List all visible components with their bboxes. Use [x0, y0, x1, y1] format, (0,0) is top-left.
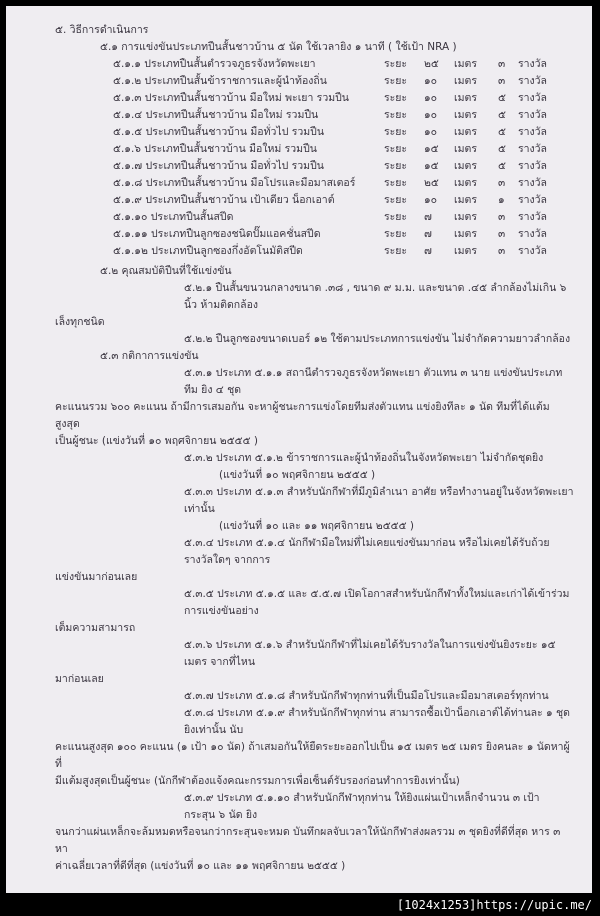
item-range: ระยะ — [384, 126, 408, 138]
competition-item-label: ๕.๑.๑๒ ประเภทปืนลูกซองกึ่งอัตโนมัติสปีด — [113, 245, 303, 257]
competition-item-label: ๕.๑.๒ ประเภทปืนสั้นข้าราชการและผู้นำท้องถิ่น — [113, 75, 327, 87]
paragraph-line: (แข่งวันที่ ๑๐ พฤศจิกายน ๒๕๕๕ ) — [219, 469, 376, 481]
item-prize: รางวัล — [518, 109, 547, 121]
competition-item-label: ๕.๑.๑ ประเภทปืนสั้นตำรวจภูธรจังหวัดพะเยา — [113, 58, 316, 70]
item-range: ระยะ — [384, 177, 408, 189]
competition-item-range — [384, 141, 574, 158]
paragraph-line: มีแต้มสูงสุดเป็นผู้ชนะ (นักกีฬาต้องแจ้งคณะกรรมการเพื่อเซ็นต์รับรองก่อนทำการยิงเท่านั้น) — [55, 775, 460, 787]
item-range: ระยะ — [384, 228, 408, 240]
paragraph-line: มาก่อนเลย — [55, 673, 104, 685]
item-unit: เมตร — [454, 58, 477, 70]
paragraph-line: ๕.๓.๑ ประเภท ๕.๑.๑ สถานีตำรวจภูธรจังหวัดพะเยา ตัวแทน ๓ นาย แข่งขันประเภททีม ยิง ๔ ชุด — [184, 367, 563, 396]
item-count: ๓ — [498, 211, 506, 223]
competition-item — [55, 107, 574, 124]
item-range: ระยะ — [384, 58, 408, 70]
competition-item — [55, 175, 574, 192]
competition-item — [55, 209, 574, 226]
item-distance: ๑๕ — [424, 143, 439, 155]
item-range: ระยะ — [384, 160, 408, 172]
paragraph-line: ๕.๒.๑ ปืนสั้นขนวนกลางขนาด .๓๘ , ขนาด ๙ ม.ม. และขนาด .๔๕ ลำกล้องไม่เกิน ๖ นิ้ว ห้ามติดกล้อง — [184, 282, 567, 311]
item-unit: เมตร — [454, 177, 477, 189]
paragraph-line: ๕.๒.๒ ปืนลูกซองขนาดเบอร์ ๑๒ ใช้ตามประเภทการแข่งขัน ไม่จำกัดความยาวลำกล้อง — [184, 333, 571, 345]
item-prize: รางวัล — [518, 143, 547, 155]
item-unit: เมตร — [454, 109, 477, 121]
item-unit: เมตร — [454, 245, 477, 257]
item-prize: รางวัล — [518, 92, 547, 104]
competition-item-range — [384, 226, 574, 243]
competition-item — [55, 73, 574, 90]
competition-item-range — [384, 124, 574, 141]
item-distance: ๑๐ — [424, 194, 438, 206]
item-distance: ๑๐ — [424, 109, 438, 121]
competition-item — [55, 243, 574, 260]
competition-item-range — [384, 73, 574, 90]
competition-item — [55, 192, 574, 209]
paragraph-line: ๕.๓.๙ ประเภท ๕.๑.๑๐ สำหรับนักกีฬาทุกท่าน ให้ยิงแผ่นเป้าเหล็กจำนวน ๓ เป้า กระสุน ๖ นัด ยิง — [184, 792, 540, 821]
item-range: ระยะ — [384, 109, 408, 121]
competition-item-label: ๕.๑.๖ ประเภทปืนสั้นชาวบ้าน มือใหม่ รวมปืน — [113, 143, 317, 155]
item-count: ๓ — [498, 177, 506, 189]
watermark: [1024x1253]https://upic.me/ — [396, 897, 592, 912]
item-prize: รางวัล — [518, 160, 547, 172]
competition-item-label: ๕.๑.๑๐ ประเภทปืนสั้นสปีด — [113, 211, 234, 223]
item-prize: รางวัล — [518, 58, 547, 70]
item-unit: เมตร — [454, 160, 477, 172]
item-count: ๓ — [498, 245, 506, 257]
paragraph-line: ๕.๓.๔ ประเภท ๕.๑.๔ นักกีฬามือใหม่ที่ไม่เคยแข่งขันมาก่อน หรือไม่เคยได้รับถ้วยรางวัลใดๆ จากการ — [184, 537, 550, 566]
paragraph-line: ค่าเฉลี่ยเวลาที่ดีที่สุด (แข่งวันที่ ๑๐ และ ๑๑ พฤศจิกายน ๒๕๕๕ ) — [55, 860, 346, 872]
item-unit: เมตร — [454, 211, 477, 223]
item-range: ระยะ — [384, 194, 408, 206]
paragraph-line: จนกว่าแผ่นเหล็กจะล้มหมดหรือจนกว่ากระสุนจะหมด บันทึกผลจับเวลาให้นักกีฬาส่งผลรวม ๓ ชุดยิงที่ดีที่สุด หาร ๓ หา — [55, 826, 561, 855]
document-page — [6, 6, 592, 893]
competition-item — [55, 226, 574, 243]
item-count: ๓ — [498, 228, 506, 240]
item-prize: รางวัล — [518, 177, 547, 189]
paragraph-line: คะแนนสูงสุด ๑๐๐ คะแนน (๑ เป้า ๑๐ นัด) ถ้าเสมอกันให้ยืดระยะออกไปเป็น ๑๕ เมตร ๒๕ เมตร ยิงคนละ ๑ นัดหาผู้ที่ — [55, 741, 570, 770]
item-distance: ๑๐ — [424, 75, 438, 87]
item-distance: ๗ — [424, 245, 432, 257]
item-distance: ๑๐ — [424, 126, 438, 138]
item-unit: เมตร — [454, 75, 477, 87]
competition-item — [55, 124, 574, 141]
paragraph-line: (แข่งวันที่ ๑๐ และ ๑๑ พฤศจิกายน ๒๕๕๕ ) — [219, 520, 414, 532]
paragraph-line: ๕.๓.๘ ประเภท ๕.๑.๙ สำหรับนักกีฬาทุกท่าน สามารถซื้อเป้าน็อกเอาต์ได้ท่านละ ๑ ชุดยิงเท่านั้น นับ — [184, 707, 570, 736]
item-range: ระยะ — [384, 245, 408, 257]
item-distance: ๑๐ — [424, 92, 438, 104]
item-prize: รางวัล — [518, 75, 547, 87]
item-range: ระยะ — [384, 92, 408, 104]
section-5-2-title: ๕.๒ คุณสมบัติปืนที่ใช้แข่งขัน — [100, 265, 232, 277]
item-count: ๓ — [498, 75, 506, 87]
paragraph-line: ๕.๓.๕ ประเภท ๕.๑.๕ และ ๕.๕.๗ เปิดโอกาสสำหรับนักกีฬาทั้งใหม่และเก่าได้เข้าร่วมการแข่งขันอย่าง — [184, 588, 570, 617]
competition-item-range — [384, 107, 574, 124]
competition-item-label: ๕.๑.๘ ประเภทปืนสั้นชาวบ้าน มือโปรและมือมาสเตอร์ — [113, 177, 356, 189]
item-unit: เมตร — [454, 194, 477, 206]
competition-item-range — [384, 209, 574, 226]
paragraph-line: เต็มความสามารถ — [55, 622, 136, 634]
paragraph-line: เป็นผู้ชนะ (แข่งวันที่ ๑๐ พฤศจิกายน ๒๕๕๕ ) — [55, 435, 258, 447]
competition-item-range — [384, 243, 574, 260]
competition-item — [55, 141, 574, 158]
competition-item-label: ๕.๑.๔ ประเภทปืนสั้นชาวบ้าน มือใหม่ รวมปืน — [113, 109, 319, 121]
section-5-3-title: ๕.๓ กติกาการแข่งขัน — [100, 350, 199, 362]
paragraph-line: คะแนนรวม ๖๐๐ คะแนน ถ้ามีการเสมอกัน จะหาผู้ชนะการแข่งโดยทีมส่งตัวแทน แข่งยิงทีละ ๑ นัด ทีมที่ได้แต้มสูงสุด — [55, 401, 550, 430]
item-prize: รางวัล — [518, 126, 547, 138]
paragraph-line: ๕.๓.๒ ประเภท ๕.๑.๒ ข้าราชการและผู้นำท้องถิ่นในจังหวัดพะเยา ไม่จำกัดชุดยิง — [184, 452, 544, 464]
item-unit: เมตร — [454, 143, 477, 155]
competition-item — [55, 90, 574, 107]
competition-item-range — [384, 192, 574, 209]
competition-item-label: ๕.๑.๗ ประเภทปืนสั้นชาวบ้าน มือทั่วไป รวมปืน — [113, 160, 324, 172]
paragraph-line: ๕.๓.๖ ประเภท ๕.๑.๖ สำหรับนักกีฬาที่ไม่เคยได้รับรางวัลในการแข่งขันยิงระยะ ๑๕ เมตร จากที่ไหน — [184, 639, 556, 668]
item-count: ๑ — [498, 194, 505, 206]
competition-item-list — [55, 56, 574, 260]
item-count: ๕ — [498, 160, 506, 172]
competition-item-range — [384, 158, 574, 175]
item-prize: รางวัล — [518, 211, 547, 223]
item-unit: เมตร — [454, 228, 477, 240]
footer-bar — [6, 893, 592, 916]
item-distance: ๒๕ — [424, 177, 439, 189]
item-unit: เมตร — [454, 92, 477, 104]
item-count: ๕ — [498, 92, 506, 104]
item-distance: ๒๕ — [424, 58, 439, 70]
paragraph-line: ๕.๓.๓ ประเภท ๕.๑.๓ สำหรับนักกีฬาที่มีภูมิลำเนา อาศัย หรือทำงานอยู่ในจังหวัดพะเยา เท่านั้น — [184, 486, 574, 515]
item-prize: รางวัล — [518, 245, 547, 257]
item-prize: รางวัล — [518, 228, 547, 240]
competition-item — [55, 158, 574, 175]
item-count: ๕ — [498, 109, 506, 121]
competition-item-label: ๕.๑.๑๑ ประเภทปืนลูกซองชนิดปั๊มแอคชั่นสปีด — [113, 228, 321, 240]
item-count: ๕ — [498, 126, 506, 138]
competition-item-range — [384, 175, 574, 192]
competition-item-label: ๕.๑.๕ ประเภทปืนสั้นชาวบ้าน มือทั่วไป รวมปืน — [113, 126, 324, 138]
item-distance: ๗ — [424, 211, 432, 223]
item-count: ๕ — [498, 143, 506, 155]
competition-item-label: ๕.๑.๓ ประเภทปืนสั้นชาวบ้าน มือใหม่ พะเยา รวมปืน — [113, 92, 349, 104]
paragraph-line: เล็งทุกชนิด — [55, 316, 105, 328]
paragraph-line: แข่งขันมาก่อนเลย — [55, 571, 138, 583]
section-heading: ๕. วิธีการดำเนินการ — [55, 24, 149, 36]
section-5-1-title: ๕.๑ การแข่งขันประเภทปืนสั้นชาวบ้าน ๕ นัด ใช้เวลายิง ๑ นาที ( ใช้เป้า NRA ) — [100, 41, 457, 53]
item-range: ระยะ — [384, 75, 408, 87]
item-count: ๓ — [498, 58, 506, 70]
item-distance: ๑๕ — [424, 160, 439, 172]
item-range: ระยะ — [384, 211, 408, 223]
competition-item-range — [384, 56, 574, 73]
item-unit: เมตร — [454, 126, 477, 138]
item-prize: รางวัล — [518, 194, 547, 206]
item-range: ระยะ — [384, 143, 408, 155]
competition-item — [55, 56, 574, 73]
competition-item-label: ๕.๑.๙ ประเภทปืนสั้นชาวบ้าน เป้าเดียว น็อกเอาต์ — [113, 194, 335, 206]
competition-item-range — [384, 90, 574, 107]
paragraph-line: ๕.๓.๗ ประเภท ๕.๑.๘ สำหรับนักกีฬาทุกท่านที่เป็นมือโปรและมือมาสเตอร์ทุกท่าน — [184, 690, 549, 702]
item-distance: ๗ — [424, 228, 432, 240]
